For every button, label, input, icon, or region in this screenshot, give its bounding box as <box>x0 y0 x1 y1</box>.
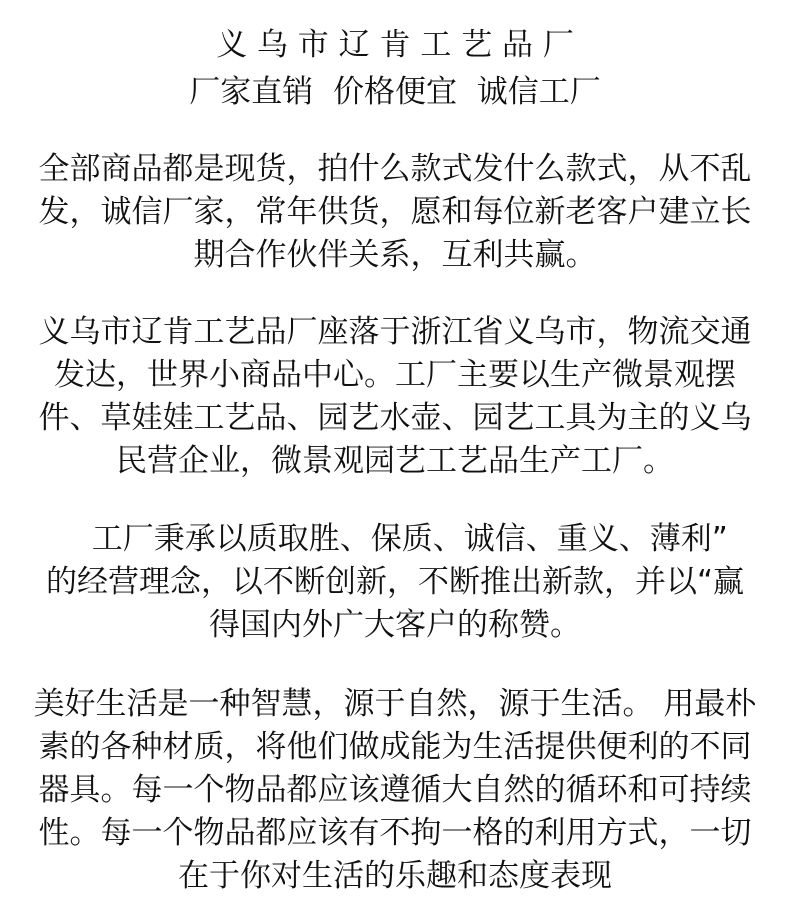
paragraph-line: 素的各种材质，将他们做成能为生活提供便利的不同 <box>38 729 752 765</box>
paragraph-line: 在于你对生活的乐趣和态度表现 <box>178 858 612 894</box>
header <box>0 22 790 116</box>
paragraph-line: 民营企业，微景观园艺工艺品生产工厂。 <box>116 443 674 479</box>
paragraph-line: 发，诚信厂家，常年供货，愿和每位新老客户建立长 <box>38 194 752 230</box>
company-name-title: 义 乌 市 辽 肯 工 艺 品 厂 <box>216 27 574 63</box>
paragraph-line: 发达，世界小商品中心。工厂主要以生产微景观摆 <box>54 357 736 393</box>
paragraph-line: 性。每一个物品都应该有不拘一格的利用方式，一切 <box>38 815 752 851</box>
paragraph-line: 得国内外广大客户的称赞。 <box>209 607 581 643</box>
paragraph-line: 美好生活是一种智慧，源于自然，源于生活。 用最朴 <box>33 686 757 722</box>
paragraph-company-intro <box>0 311 790 483</box>
paragraph-about-stock <box>0 148 790 277</box>
slogan: 厂家直销 价格便宜 诚信工厂 <box>189 74 601 110</box>
paragraph-line: 工厂秉承以质取胜、保质、诚信、重义、薄利” <box>62 521 728 557</box>
paragraph-line: 期合作伙伴关系，互利共赢。 <box>193 237 597 273</box>
paragraph-line: 全部商品都是现货，拍什么款式发什么款式，从不乱 <box>38 151 752 187</box>
paragraph-line: 义乌市辽肯工艺品厂座落于浙江省义乌市，物流交通 <box>38 314 752 350</box>
paragraph-business-philosophy <box>0 518 790 647</box>
paragraph-line: 件、草娃娃工艺品、园艺水壶、园艺工具为主的义乌 <box>38 400 752 436</box>
paragraph-lifestyle <box>0 683 790 898</box>
paragraph-line: 的经营理念，以不断创新，不断推出新款，并以“赢 <box>45 564 745 600</box>
paragraph-line: 器具。每一个物品都应该遵循大自然的循环和可持续 <box>38 772 752 808</box>
